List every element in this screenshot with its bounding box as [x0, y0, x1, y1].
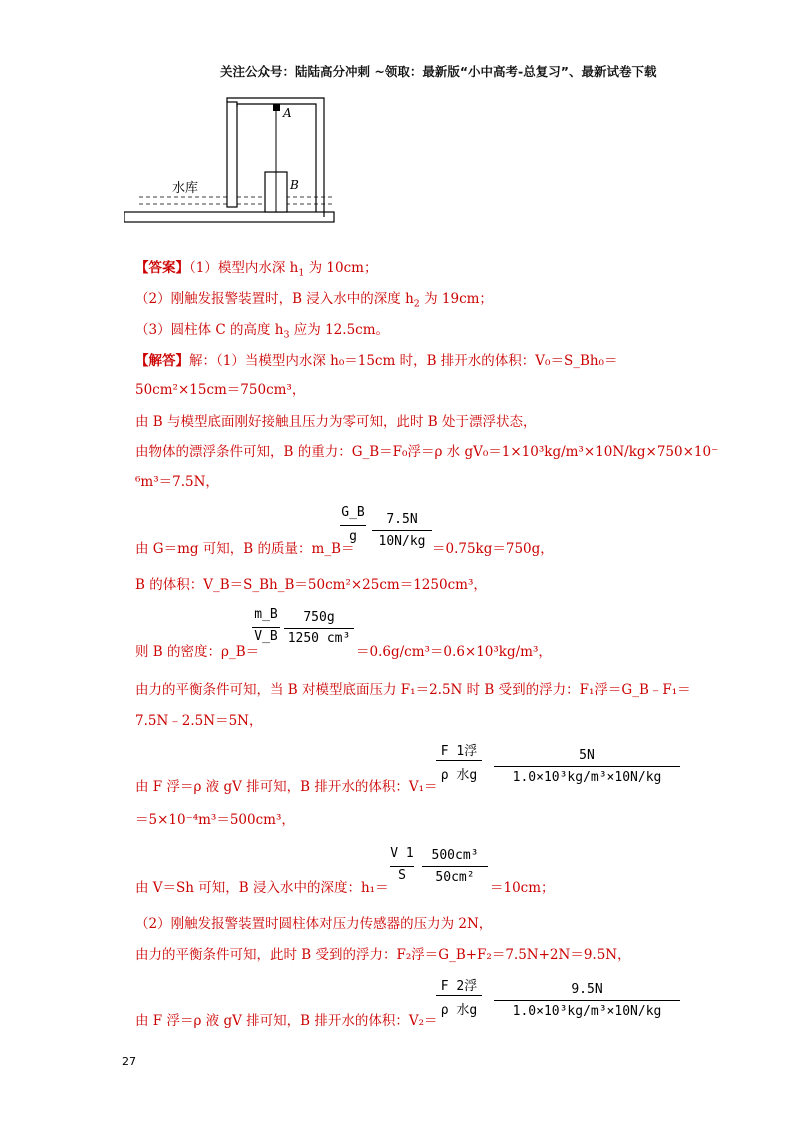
- frac1b-den: 10N/kg: [378, 534, 426, 549]
- solution-line-8-tail: ＝0.6g/cm³＝0.6×10³kg/m³，: [356, 644, 552, 660]
- frac3b-num: 5N: [579, 748, 595, 763]
- frac2-den: V_B: [254, 629, 278, 644]
- answer-1-sub: 1: [298, 267, 305, 279]
- solution-line-8: 则 B 的密度：ρ_B＝: [135, 644, 260, 660]
- solution-line-5: ⁶m³＝7.5N，: [135, 474, 219, 490]
- answer-2-tail: 为 19cm；: [419, 291, 493, 307]
- solution-line-7: B 的体积：V_B＝S_Bh_B＝50cm²×25cm＝1250cm³，: [135, 577, 487, 593]
- solution-line-3: 由 B 与模型底面刚好接触且压力为零可知，此时 B 处于漂浮状态，: [135, 414, 537, 430]
- frac2-num: m_B: [254, 607, 278, 622]
- frac5b-bar: [494, 1000, 680, 1001]
- page-number: 27: [122, 1055, 136, 1068]
- frac1b-bar: [372, 530, 432, 531]
- solution-line-14: （2）刚触发报警装置时圆柱体对压力传感器的压力为 2N，: [135, 916, 493, 932]
- frac1-bar: [340, 525, 366, 526]
- answer-3: （3）圆柱体 C 的高度 h: [135, 322, 284, 338]
- apparatus-diagram: [124, 92, 344, 232]
- frac2-bar: [252, 627, 280, 628]
- page-header: 关注公众号：陆陆高分冲刺 ~领取：最新版“小中高考-总复习”、最新试卷下载: [220, 64, 657, 79]
- frac1-num: G_B: [341, 505, 365, 520]
- answer-2: （2）刚触发报警装置时，B 浸入水中的深度 h: [135, 291, 414, 307]
- label-a: A: [283, 106, 292, 120]
- solution-line-4: 由物体的漂浮条件可知，B 的重力：G_B＝F₀浮＝ρ 水 gV₀＝1×10³kg/m³×10N/kg×750×10⁻: [135, 444, 719, 460]
- solution-line-13-tail: ＝10cm；: [490, 880, 555, 896]
- answer-1-tail: 为 10cm；: [304, 260, 378, 276]
- solution-tag: 【解答】: [135, 353, 189, 369]
- frac3-bar: [436, 760, 482, 761]
- apparatus-svg: [124, 92, 344, 232]
- frac4-bar: [390, 866, 414, 867]
- solution-line-12: ＝5×10⁻⁴m³＝500cm³，: [135, 812, 295, 828]
- solution-line-13: 由 V＝Sh 可知，B 浸入水中的深度：h₁＝: [135, 880, 389, 896]
- solution-line-10: 7.5N﹣2.5N＝5N，: [135, 713, 263, 729]
- solution-line-2: 50cm²×15cm＝750cm³，: [135, 382, 306, 398]
- frac2b-num: 750g: [303, 610, 335, 625]
- frac5b-num: 9.5N: [571, 982, 603, 997]
- solution-p1: 解：（1）当模型内水深 h₀＝15cm 时，B 排开水的体积：V₀＝S_Bh₀＝: [189, 353, 618, 369]
- frac3-den: ρ 水g: [440, 768, 478, 783]
- frac2b-bar: [284, 628, 354, 629]
- frac1b-num: 7.5N: [386, 512, 418, 527]
- label-reservoir: 水库: [172, 181, 199, 196]
- answer-2-sub: 2: [413, 298, 420, 310]
- answer-line-2: [135, 287, 493, 310]
- answer-tag: 【答案】: [135, 260, 189, 276]
- solution-line-9: 由力的平衡条件可知，当 B 对模型底面压力 F₁＝2.5N 时 B 受到的浮力：F₁浮＝G_B﹣F₁＝: [135, 682, 691, 698]
- label-b: B: [290, 178, 299, 192]
- frac1-den: g: [349, 529, 357, 544]
- frac3-num: F 1浮: [440, 744, 478, 759]
- frac3b-bar: [494, 766, 680, 767]
- answer-line-3: [135, 318, 389, 341]
- frac4b-bar: [422, 866, 488, 867]
- frac5-bar: [436, 995, 482, 996]
- solution-line-11: 由 F 浮＝ρ 液 gV 排可知，B 排开水的体积：V₁＝: [135, 779, 438, 795]
- frac5-num: F 2浮: [440, 979, 478, 994]
- solution-line-16: 由 F 浮＝ρ 液 gV 排可知，B 排开水的体积：V₂＝: [135, 1013, 438, 1029]
- answer-line-1: [135, 256, 377, 279]
- answer-3-sub: 3: [283, 329, 290, 341]
- solution-line-6-tail: ＝0.75kg＝750g，: [432, 541, 554, 557]
- frac3b-den: 1.0×10³kg/m³×10N/kg: [512, 770, 662, 785]
- solution-line-1: [135, 349, 617, 369]
- frac4-den: S: [398, 868, 406, 883]
- frac5b-den: 1.0×10³kg/m³×10N/kg: [512, 1004, 662, 1019]
- answer-3-tail: 应为 12.5cm。: [289, 322, 390, 338]
- frac5-den: ρ 水g: [440, 1003, 478, 1018]
- frac4-num: V 1: [390, 846, 414, 861]
- answer-1: （1）模型内水深 h: [189, 260, 299, 276]
- frac4b-num: 500cm³: [431, 848, 479, 863]
- solution-line-6: 由 G＝mg 可知，B 的质量：m_B＝: [135, 541, 355, 557]
- solution-line-15: 由力的平衡条件可知，此时 B 受到的浮力：F₂浮＝G_B+F₂＝7.5N+2N＝9.5N，: [135, 947, 631, 963]
- frac2b-den: 1250 cm³: [287, 631, 351, 646]
- frac4b-den: 50cm²: [435, 870, 475, 885]
